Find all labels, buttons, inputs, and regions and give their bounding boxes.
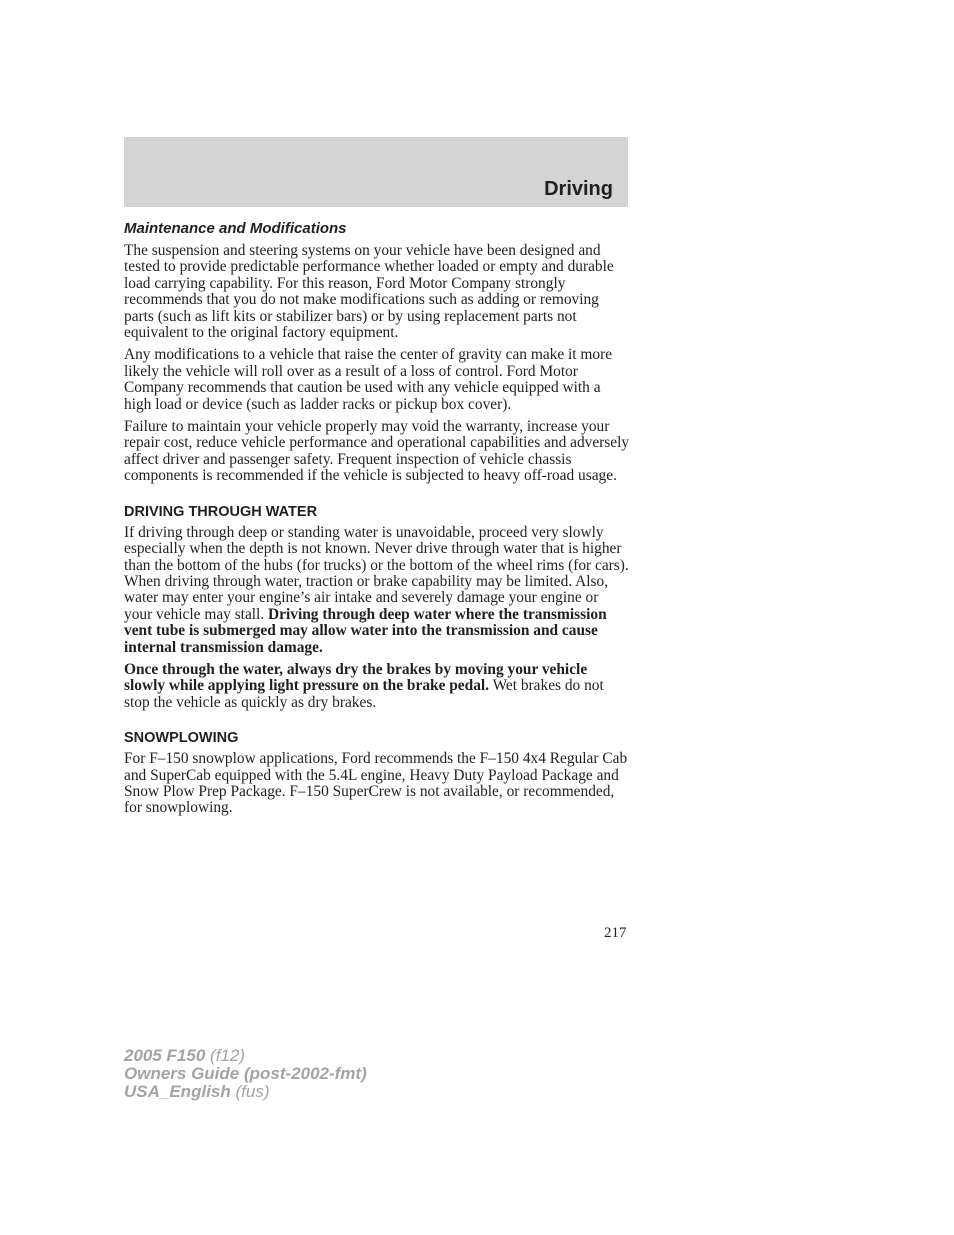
section-header-band: [124, 137, 628, 207]
water-paragraph-1-text: If driving through deep or standing water is unavoidable, proceed very slowly especially when the depth is not known. Never drive through water that is higher than the bottom of the hubs (for trucks) or the bottom of the wheel rims (for cars). When driving through water, traction or brake capability may be limited. Also, water may enter your engine’s air intake and severely damage your engine or your vehicle may stall.: [124, 523, 629, 623]
snowplow-heading: SNOWPLOWING: [124, 730, 239, 747]
water-paragraph-2-text: Wet brakes do not stop the vehicle as quickly as dry brakes.: [124, 677, 604, 711]
water-paragraph-2-warning: Once through the water, always dry the brakes by moving your vehicle slowly while applying light pressure on the brake pedal.: [124, 660, 588, 695]
maintenance-paragraph-3: Failure to maintain your vehicle properly may void the warranty, increase your repair cost, reduce vehicle performance and operational capabilities and adversely affect driver and passenger safety. Frequent inspection of vehicle chassis components is recommended if the vehicle is subjected to heavy off-road usage.: [124, 418, 630, 485]
snowplow-paragraph-1: For F–150 snowplow applications, Ford recommends the F–150 4x4 Regular Cab and SuperCab equipped with the 5.4L engine, Heavy Duty Payload Package and Snow Plow Prep Package. F–150 SuperCrew is not available, or recommended, for snowplowing.: [124, 750, 628, 817]
footer-language: USA_English: [124, 1082, 231, 1101]
water-paragraph-2: [124, 662, 630, 711]
page-number: 217: [604, 925, 627, 941]
footer-language-code: (fus): [235, 1082, 270, 1101]
water-paragraph-1-warning: Driving through deep water where the transmission vent tube is submerged may allow water into the transmission and cause internal transmission damage.: [124, 605, 607, 656]
water-paragraph-1: [124, 525, 630, 656]
footer-guide: Owners Guide (post-2002-fmt): [124, 1064, 367, 1083]
maintenance-heading: Maintenance and Modifications: [124, 220, 347, 237]
maintenance-paragraph-2: Any modifications to a vehicle that raise the center of gravity can make it more likely the vehicle will roll over as a result of a loss of control. Ford Motor Company recommends that caution be used with any vehicle equipped with a high load or device (such as ladder racks or pickup box cover).: [124, 346, 613, 413]
footer-model-code: (f12): [210, 1046, 245, 1065]
page-content: [124, 219, 630, 823]
footer-line-2: [124, 1065, 367, 1083]
document-footer: [124, 1047, 367, 1101]
footer-line-1: [124, 1047, 367, 1065]
maintenance-paragraph-1: The suspension and steering systems on your vehicle have been designed and tested to provide predictable performance whether loaded or empty and durable load carrying capability. For this reason, Ford Motor Company strongly recommends that you do not make modifications such as adding or removing parts (such as lift kits or stabilizer bars) or by using replacement parts not equivalent to the original factory equipment.: [124, 242, 614, 342]
section-title: Driving: [544, 178, 613, 200]
footer-line-3: [124, 1083, 367, 1101]
footer-model: 2005 F150: [124, 1046, 206, 1065]
water-heading: DRIVING THROUGH WATER: [124, 503, 318, 520]
